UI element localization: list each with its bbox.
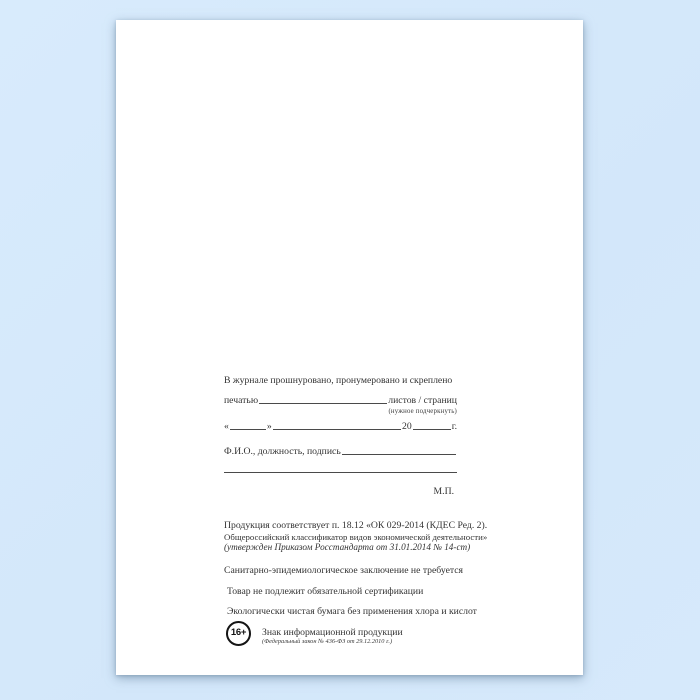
eco-note: Экологически чистая бумага без применения хлора и кислот <box>227 606 477 617</box>
stamp-label: печатью <box>224 395 259 406</box>
date-line <box>224 421 457 432</box>
info-product-sign-label: Знак информационной продукции <box>262 627 403 638</box>
binding-statement: В журнале прошнуровано, пронумеровано и скреплено <box>224 375 453 386</box>
close-quote: » <box>266 421 272 432</box>
compliance-line-1: Продукция соответствует п. 18.12 «ОК 029-2014 (КДЕС Ред. 2). <box>224 520 488 531</box>
stamp-sheets-line <box>224 395 457 406</box>
back-cover-form <box>224 372 488 655</box>
underline-instruction: (нужное подчеркнуть) <box>388 408 457 415</box>
signature-line-2 <box>224 472 457 473</box>
stamp-blank-field <box>259 403 387 404</box>
sheets-pages-label: листов / страниц <box>388 395 457 406</box>
certification-note: Товар не подлежит обязательной сертификации <box>227 586 424 597</box>
age-rating-16plus-badge <box>226 621 251 646</box>
signature-label: Ф.И.О., должность, подпись <box>224 446 341 457</box>
stamp-place: М.П. <box>433 486 454 497</box>
compliance-line-2: Общероссийский классификатор видов экономической деятельности» <box>224 532 488 542</box>
open-quote: « <box>224 421 229 432</box>
year-prefix: 20 <box>402 421 412 432</box>
compliance-line-3: (утвержден Приказом Росстандарта от 31.01.2014 № 14-ст) <box>224 542 471 552</box>
signature-blank-field <box>342 454 456 455</box>
journal-back-cover-page <box>116 20 583 675</box>
sanitary-note: Санитарно-эпидемиологическое заключение не требуется <box>224 565 463 576</box>
year-suffix: г. <box>451 421 457 432</box>
month-blank-field <box>273 429 401 430</box>
day-blank-field <box>230 429 266 430</box>
signature-line <box>224 446 457 457</box>
year-blank-field <box>413 429 451 430</box>
federal-law-note: (Федеральный закон № 436-ФЗ от 29.12.2010 г.) <box>262 638 393 645</box>
age-rating-label: 16+ <box>230 627 247 639</box>
